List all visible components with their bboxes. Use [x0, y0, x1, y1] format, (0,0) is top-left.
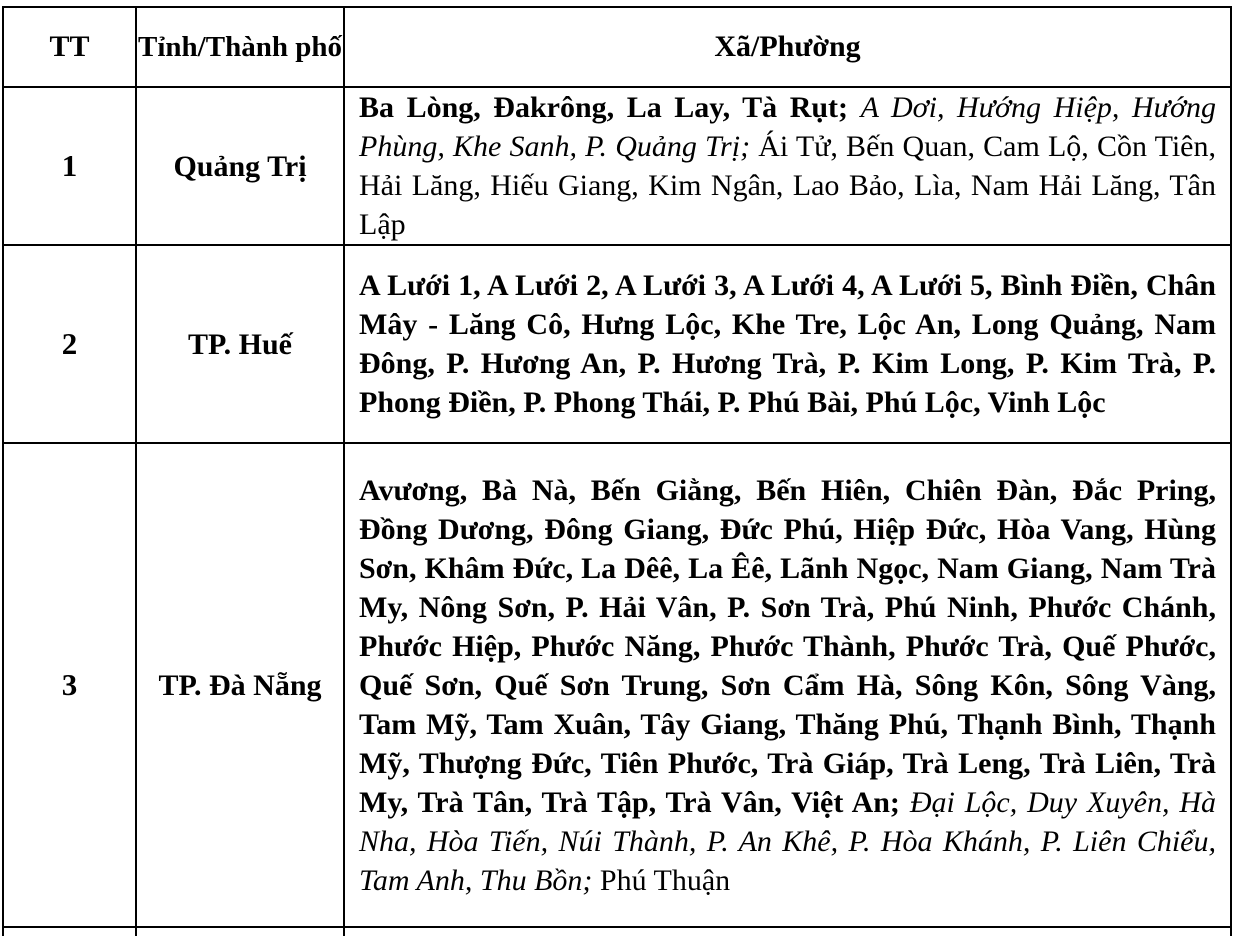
province-name: TP. Đà Nẵng [136, 443, 344, 927]
cell-empty [136, 927, 344, 936]
communes-bold: A Lưới 1, A Lưới 2, A Lưới 3, A Lưới 4, A Lưới 5, Bình Điền, Chân Mây - Lăng Cô, Hưng Lộc, Khe Tre, Lộc An, Long Quảng, Nam Đông, P. Hương An, P. Hương Trà, P. Kim Long, P. Kim Trà, P. Phong Điền, P. Phong Thái, P. Phú Bài, Phú Lộc, Vinh Lộc [359, 269, 1216, 419]
cell-empty [3, 927, 136, 936]
commune-list [344, 87, 1231, 245]
table-row [3, 245, 1231, 443]
table-row [3, 443, 1231, 927]
row-number: 1 [3, 87, 136, 245]
cell-empty [344, 927, 1231, 936]
province-name: TP. Huế [136, 245, 344, 443]
communes-italic: A Dơi, Hướng Hiệp, Hướng Phùng, Khe Sanh, P. Quảng Trị; [359, 91, 1217, 163]
table-row-partial [3, 927, 1231, 936]
table-row [3, 87, 1231, 245]
communes-bold: Ba Lòng, Đakrông, La Lay, Tà Rụt; [359, 91, 849, 124]
row-number: 3 [3, 443, 136, 927]
province-name: Quảng Trị [136, 87, 344, 245]
row-number: 2 [3, 245, 136, 443]
header-province: Tỉnh/Thành phố [136, 7, 344, 87]
header-tt: TT [3, 7, 136, 87]
commune-table [2, 6, 1232, 936]
communes-regular: Phú Thuận [599, 863, 731, 897]
commune-list [344, 245, 1231, 443]
communes-bold: Avương, Bà Nà, Bến Giằng, Bến Hiên, Chiên Đàn, Đắc Pring, Đồng Dương, Đông Giang, Đức Phú, Hiệp Đức, Hòa Vang, Hùng Sơn, Khâm Đức, La Dêê, La Êê, Lãnh Ngọc, Nam Giang, Nam Trà My, Nông Sơn, P. Hải Vân, P. Sơn Trà, Phú Ninh, Phước Chánh, Phước Hiệp, Phước Năng, Phước Thành, Phước Trà, Quế Phước, Quế Sơn, Quế Sơn Trung, Sơn Cẩm Hà, Sông Kôn, Sông Vàng, Tam Mỹ, Tam Xuân, Tây Giang, Thăng Phú, Thạnh Bình, Thạnh Mỹ, Thượng Đức, Tiên Phước, Trà Giáp, Trà Leng, Trà Liên, Trà My, Trà Tân, Trà Tập, Trà Vân, Việt An; [359, 473, 1216, 819]
table-header-row [3, 7, 1231, 87]
commune-list [344, 443, 1231, 927]
header-communes: Xã/Phường [344, 7, 1231, 87]
communes-italic: Đại Lộc, Duy Xuyên, Hà Nha, Hòa Tiến, Núi Thành, P. An Khê, P. Hòa Khánh, P. Liên Chiểu, Tam Anh, Thu Bồn; [359, 785, 1217, 897]
communes-regular: Ái Tử, Bến Quan, Cam Lộ, Cồn Tiên, Hải Lăng, Hiếu Giang, Kim Ngân, Lao Bảo, Lìa, Nam Hải Lăng, Tân Lập [359, 130, 1216, 241]
